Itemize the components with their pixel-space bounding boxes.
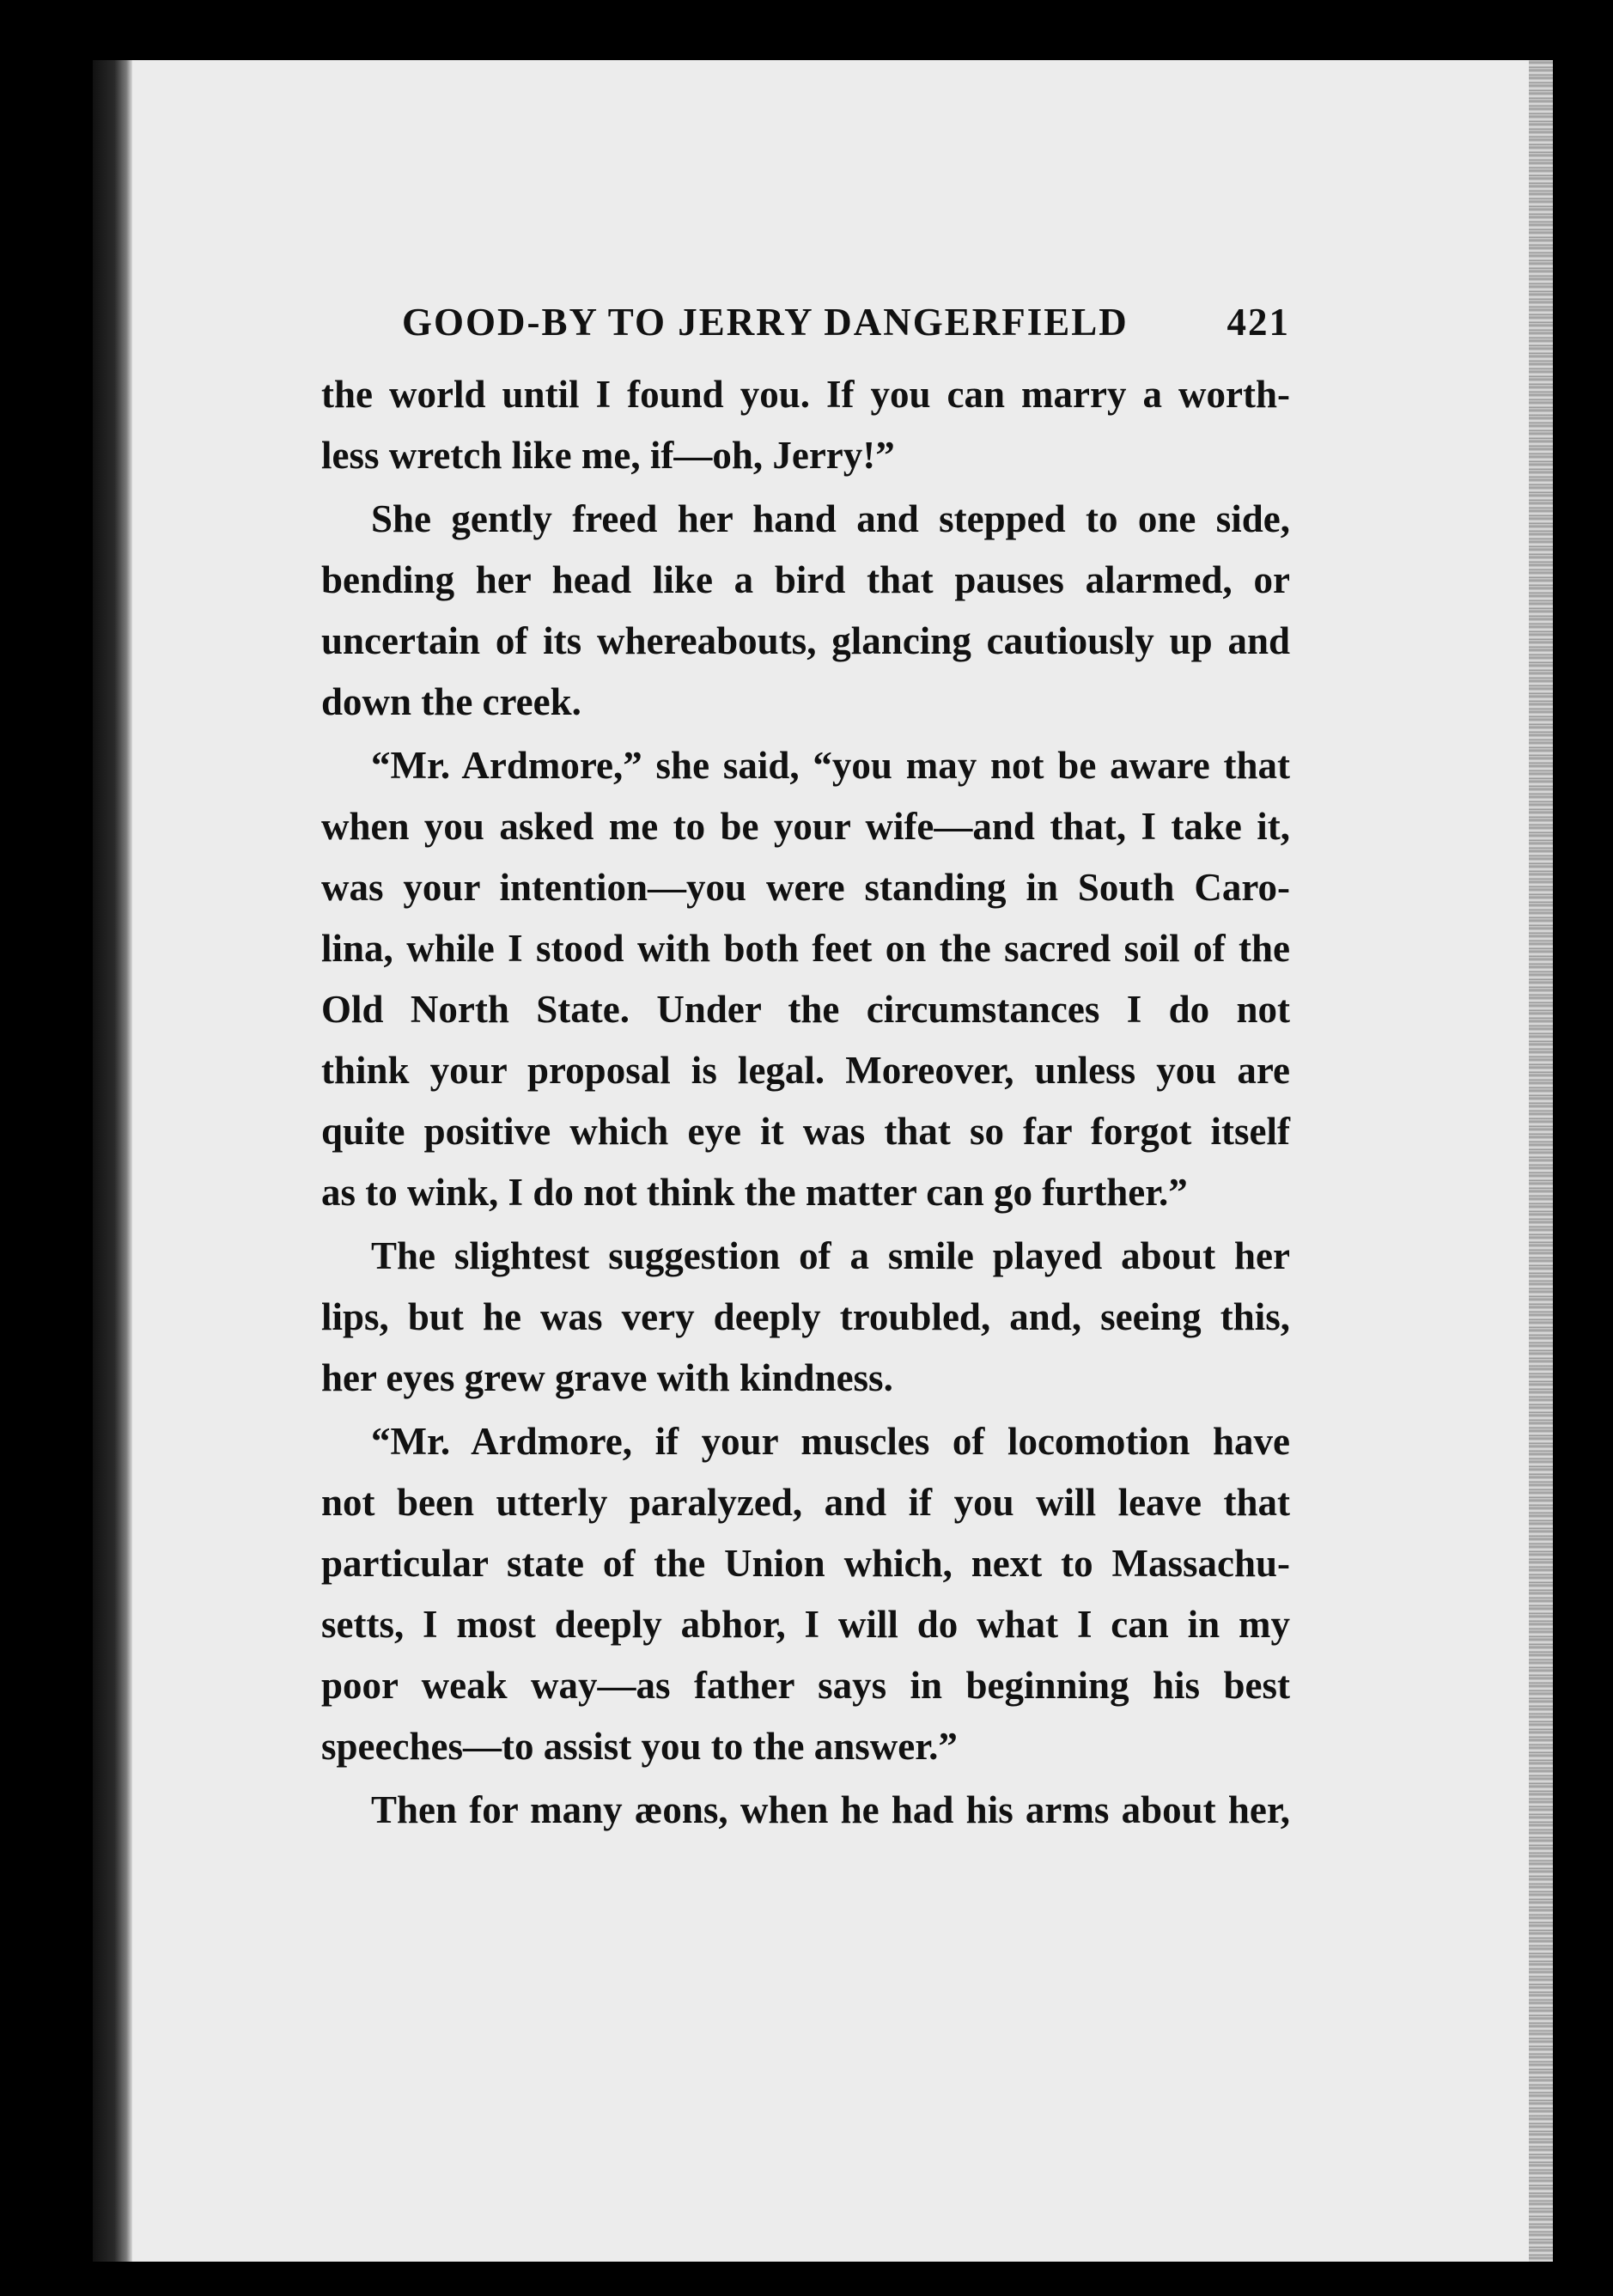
text-line: setts, I most deeply abhor, I will do what I can in my — [321, 1603, 1290, 1646]
text-line: “Mr. Ardmore,” she said, “you may not be aware that — [371, 744, 1290, 787]
text-line: Old North State. Under the circumstances I do not — [321, 988, 1290, 1031]
text-line: was your intention—you were standing in South Caro- — [321, 866, 1290, 909]
text-line: down the creek. — [321, 680, 581, 723]
text-block — [321, 292, 1290, 1841]
text-line: lips, but he was very deeply troubled, and, seeing this, — [321, 1295, 1290, 1338]
paragraph — [321, 1411, 1290, 1777]
text-line: lina, while I stood with both feet on the sacred soil of the — [321, 927, 1290, 970]
running-head — [402, 292, 1290, 352]
page-binding-edge — [93, 60, 132, 2262]
page-number: 421 — [1226, 301, 1290, 344]
paragraph — [321, 735, 1290, 1223]
text-line: The slightest suggestion of a smile played about her — [371, 1234, 1290, 1277]
text-line: the world until I found you. If you can marry a worth- — [321, 373, 1290, 416]
text-line: not been utterly paralyzed, and if you will leave that — [321, 1481, 1290, 1524]
running-head-title: GOOD-BY TO JERRY DANGERFIELD — [402, 301, 1129, 344]
page-fore-edge — [1529, 60, 1553, 2262]
text-line: uncertain of its whereabouts, glancing cautiously up and — [321, 619, 1290, 662]
text-line: think your proposal is legal. Moreover, unless you are — [321, 1049, 1290, 1092]
text-line: quite positive which eye it was that so far forgot itself — [321, 1110, 1290, 1153]
paragraph — [321, 364, 1290, 486]
text-line: speeches—to assist you to the answer.” — [321, 1725, 958, 1768]
text-line: “Mr. Ardmore, if your muscles of locomotion have — [371, 1420, 1290, 1463]
text-line: bending her head like a bird that pauses alarmed, or — [321, 558, 1290, 601]
text-line: less wretch like me, if—oh, Jerry!” — [321, 434, 895, 477]
body-text — [321, 364, 1290, 1841]
paragraph — [321, 1226, 1290, 1409]
text-line: particular state of the Union which, next to Massachu- — [321, 1542, 1290, 1585]
text-line: as to wink, I do not think the matter can go further.” — [321, 1171, 1188, 1214]
paragraph — [321, 1780, 1290, 1841]
paragraph — [321, 489, 1290, 733]
text-line: her eyes grew grave with kindness. — [321, 1356, 893, 1399]
text-line: poor weak way—as father says in beginning his best — [321, 1664, 1290, 1707]
text-line: when you asked me to be your wife—and that, I take it, — [321, 805, 1290, 848]
text-line: She gently freed her hand and stepped to one side, — [371, 497, 1290, 540]
text-line: Then for many æons, when he had his arms about her, — [371, 1788, 1290, 1831]
